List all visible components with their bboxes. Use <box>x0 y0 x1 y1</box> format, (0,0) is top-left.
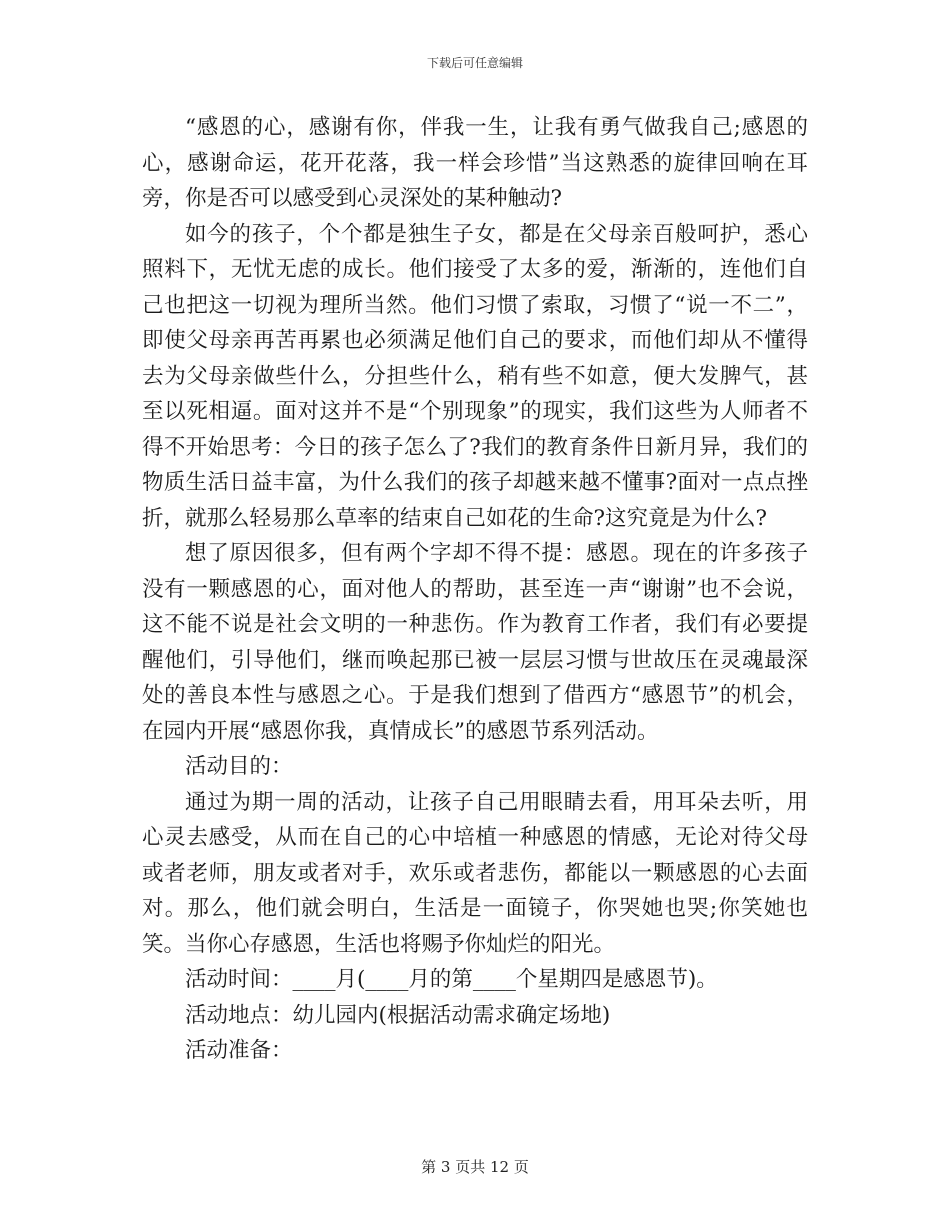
paragraph-children: 如今的孩子，个个都是独生子女，都是在父母亲百般呵护，悉心照料下，无忧无虑的成长。他们接受了太多的爱，渐渐的，连他们自己也把这一切视为理所当然。他们习惯了索取，习惯了“说一不二”，即使父母亲再苦再累也必须满足他们自己的要求，而他们却从不懂得去为父母亲做些什么，分担些什么，稍有些不如意，便大发脾气，甚至以死相逼。面对这并不是“个别现象”的现实，我们这些为人师者不得不开始思考：今日的孩子怎么了?我们的教育条件日新月异，我们的物质生活日益丰富，为什么我们的孩子却越来越不懂事?面对一点点挫折，就那么轻易那么草率的结束自己如花的生命?这究竟是为什么? <box>142 221 808 531</box>
paragraph-intro: “感恩的心，感谢有你，伴我一生，让我有勇气做我自己;感恩的心，感谢命运，花开花落，我一样会珍惜”当这熟悉的旋律回响在耳旁，你是否可以感受到心灵深处的某种触动? <box>142 115 808 211</box>
activity-time: 活动时间：____月(____月的第____个星期四是感恩节)。 <box>185 967 718 992</box>
activity-preparation: 活动准备： <box>185 1038 293 1063</box>
document-body <box>142 110 808 1069</box>
page-header: 下载后可任意编辑 <box>426 56 523 70</box>
activity-location: 活动地点：幼儿园内(根据活动需求确定场地) <box>185 1002 611 1028</box>
page-footer: 第 3 页共 12 页 <box>421 1158 529 1176</box>
paragraph-activity-goal: 通过为期一周的活动，让孩子自己用眼睛去看，用耳朵去听，用心灵去感受，从而在自己的心中培植一种感恩的情感，无论对待父母或者老师，朋友或者对手，欢乐或者悲伤，都能以一颗感恩的心去面对。那么，他们就会明白，生活是一面镜子，你哭她也哭;你笑她也笑。当你心存感恩，生活也将赐予你灿烂的阳光。 <box>142 789 808 957</box>
heading-activity-goal: 活动目的： <box>185 754 293 779</box>
paragraph-reason: 想了原因很多，但有两个字却不得不提：感恩。现在的许多孩子没有一颗感恩的心，面对他人的帮助，甚至连一声“谢谢”也不会说，这不能不说是社会文明的一种悲伤。作为教育工作者，我们有必要提醒他们，引导他们，继而唤起那已被一层层习惯与世故压在灵魂最深处的善良本性与感恩之心。于是我们想到了借西方“感恩节”的机会，在园内开展“感恩你我，真情成长”的感恩节系列活动。 <box>142 541 808 744</box>
